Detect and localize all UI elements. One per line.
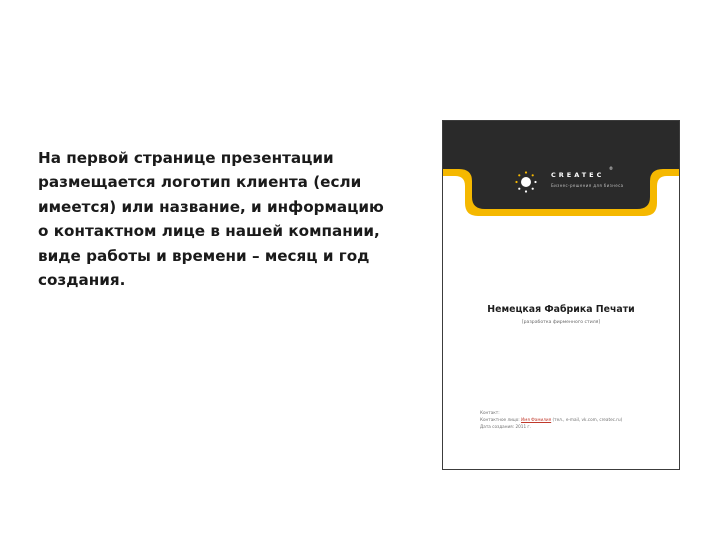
body-line: виде работы и времени – месяц и год bbox=[38, 246, 370, 265]
cover-page-preview bbox=[442, 120, 680, 470]
body-line: имеется) или название, и информацию bbox=[38, 197, 384, 216]
logo-wordmark: CREATEC bbox=[551, 171, 605, 179]
body-line: На первой странице презентации bbox=[38, 149, 334, 167]
contact-label: Контакт: bbox=[480, 410, 500, 415]
header-dark-tab bbox=[443, 121, 679, 209]
cover-subtitle: [разработка фирменного стиля] bbox=[521, 320, 601, 325]
slide-body-text bbox=[38, 146, 398, 292]
contact-line bbox=[480, 416, 670, 423]
contact-label: Контактное лицо: bbox=[480, 417, 520, 422]
cover-contact-block bbox=[480, 409, 670, 430]
cover-title: Немецкая Фабрика Печати bbox=[487, 304, 635, 315]
body-line: создания. bbox=[38, 271, 126, 290]
cover-header bbox=[443, 121, 679, 221]
body-line: размещается логотип клиента (если bbox=[38, 173, 362, 192]
contact-line bbox=[480, 409, 670, 416]
logo-tagline: Бизнес-решения для бизнеса bbox=[551, 183, 624, 188]
contact-line bbox=[480, 423, 670, 430]
contact-date: Дата создания: 2011 г. bbox=[480, 424, 531, 429]
logo-registered-mark: ® bbox=[609, 166, 613, 171]
body-line: о контактном лице в нашей компании, bbox=[38, 222, 380, 241]
contact-link[interactable]: Имя Фамилия bbox=[521, 417, 552, 422]
contact-detail: (тел., e-mail, vk.com, createc.ru) bbox=[552, 417, 623, 422]
